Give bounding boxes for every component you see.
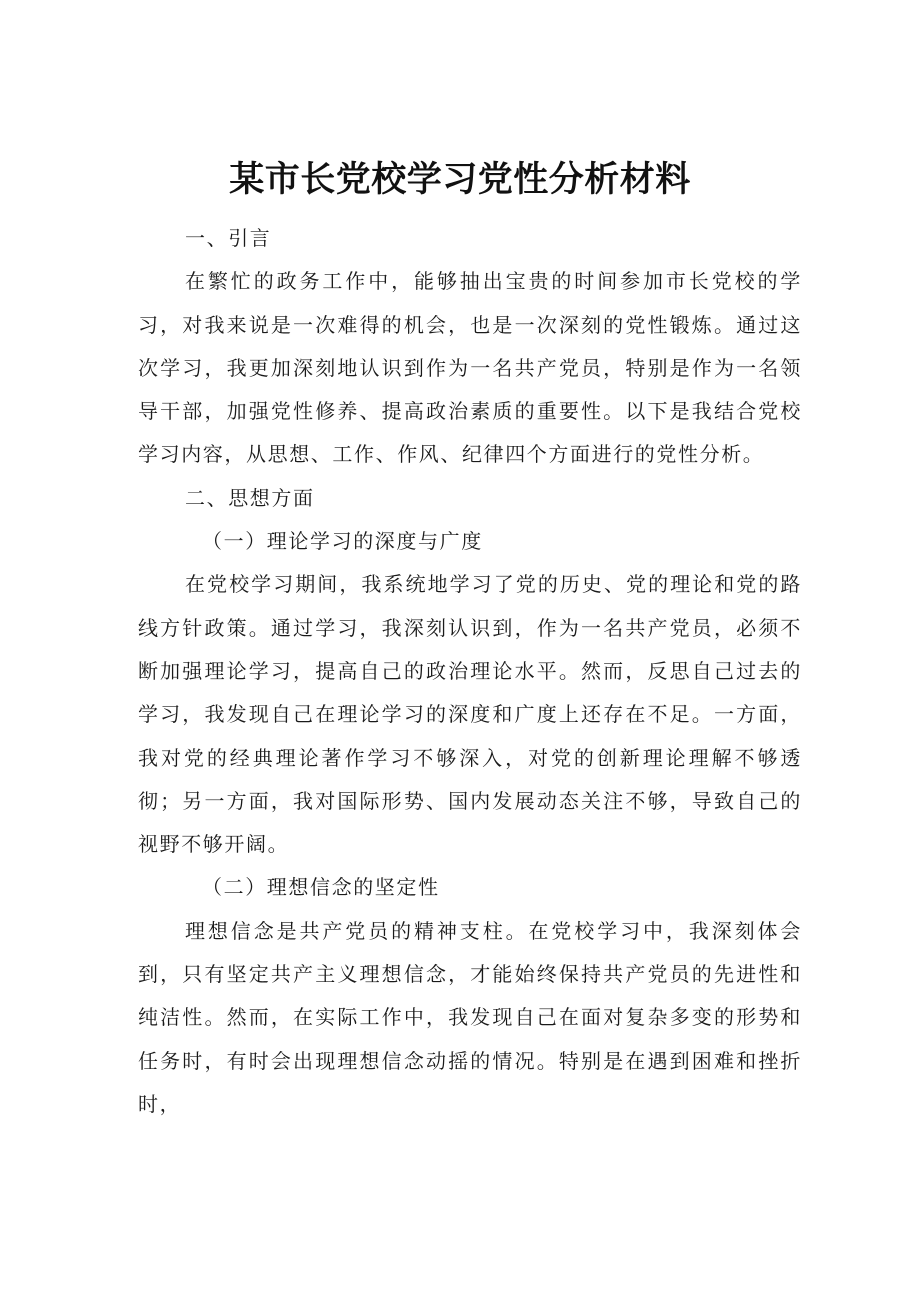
section-heading-thought: 二、思想方面 bbox=[185, 485, 315, 510]
section-heading-introduction: 一、引言 bbox=[185, 226, 272, 250]
subsection-heading-theory-study: （一）理论学习的深度与广度 bbox=[202, 529, 483, 554]
ideals-beliefs-paragraph: 理想信念是共产党员的精神支柱。在党校学习中，我深刻体会到，只有坚定共产主义理想信念，才能始终保持共产党员的先进性和纯洁性。然而，在实际工作中，我发现自己在面对复杂多变的形势和任务时，有时会出现理想信念动摇的情况。特别是在遇到困难和挫折时， bbox=[138, 918, 802, 1116]
document-title: 某市长党校学习党性分析材料 bbox=[229, 160, 691, 200]
theory-study-paragraph: 在党校学习期间，我系统地学习了党的历史、党的理论和党的路线方针政策。通过学习，我深刻认识到，作为一名共产党员，必须不断加强理论学习，提高自己的政治理论水平。然而，反思自己过去的学习，我发现自己在理论学习的深度和广度上还存在不足。一方面，我对党的经典理论著作学习不够深入，对党的创新理论理解不够透彻；另一方面，我对国际形势、国内发展动态关注不够，导致自己的视野不够开阔。 bbox=[138, 572, 802, 857]
subsection-heading-ideals-beliefs: （二）理想信念的坚定性 bbox=[202, 875, 440, 900]
document-body bbox=[138, 217, 802, 1126]
introduction-paragraph: 在繁忙的政务工作中，能够抽出宝贵的时间参加市长党校的学习，对我来说是一次难得的机会，也是一次深刻的党性锻炼。通过这次学习，我更加深刻地认识到作为一名共产党员，特别是作为一名领导干部，加强党性修养、提高政治素质的重要性。以下是我结合党校学习内容，从思想、工作、作风、纪律四个方面进行的党性分析。 bbox=[138, 269, 802, 467]
